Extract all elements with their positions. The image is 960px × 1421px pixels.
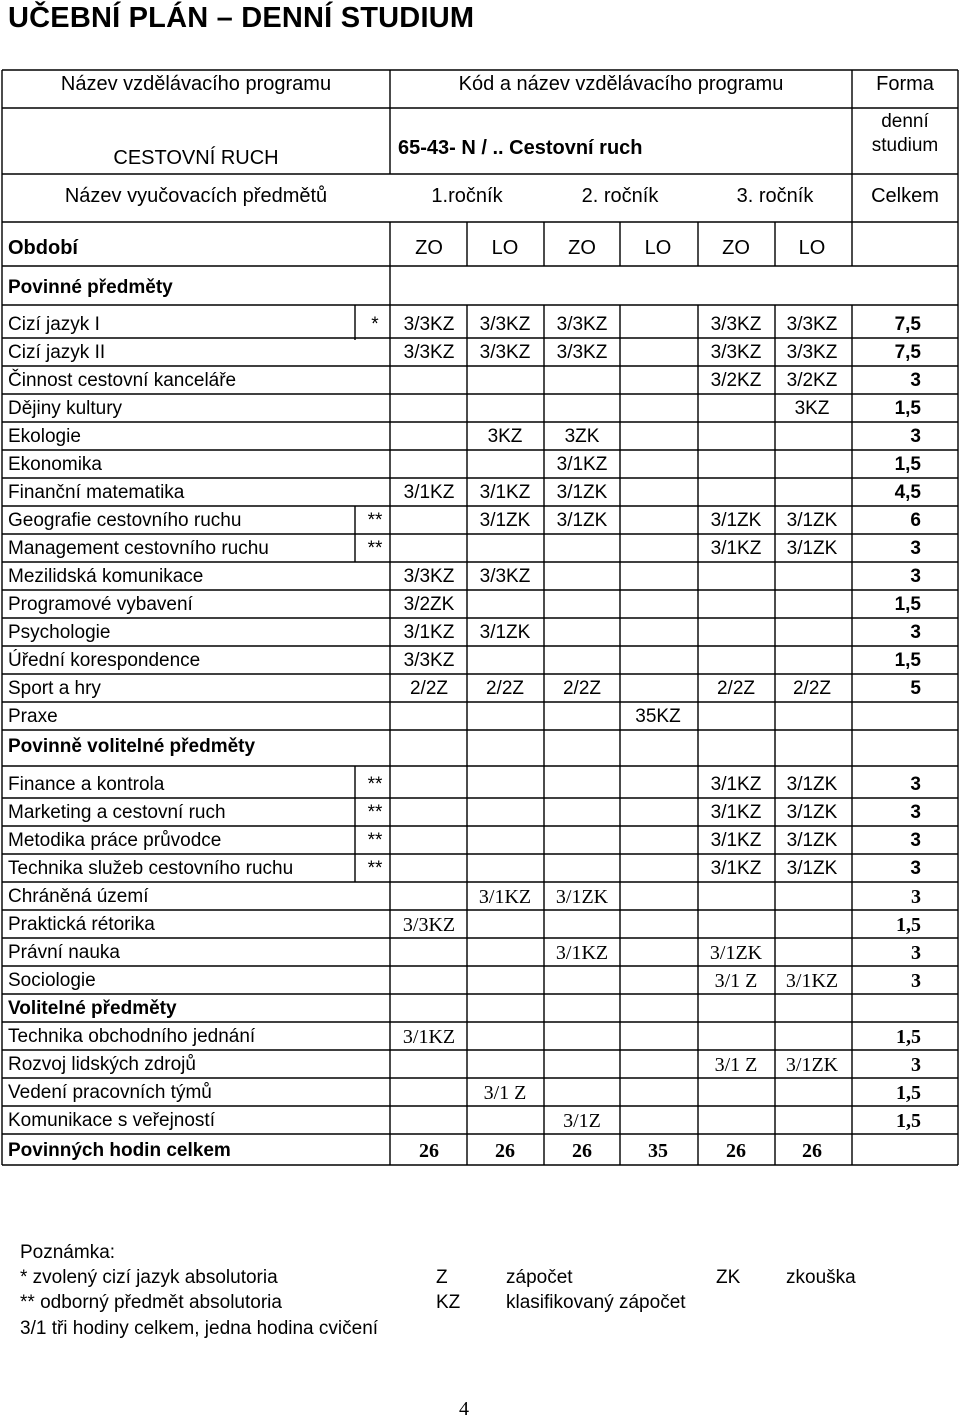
hours-cell: 3/3KZ [786,314,838,335]
subject-mark: ** [367,510,383,531]
total-cell: 3 [911,886,921,908]
total-cell: 3 [911,942,921,964]
hours-cell: 3/2ZK [403,594,455,615]
hours-cell: 3/1ZK [709,942,763,964]
hours-cell: 3/1KZ [403,482,455,503]
subject-name: Psychologie [8,622,111,643]
total-cell: 3 [910,370,921,391]
hours-cell: 3/1ZK [479,622,531,643]
subject-name: Vedení pracovních týmů [8,1082,212,1103]
subject-mark: ** [367,858,383,879]
hours-cell: 3/1KZ [479,482,531,503]
notes-heading: Poznámka: [20,1242,116,1263]
subject-mark: ** [367,538,383,559]
hours-cell: 3/1ZK [556,510,608,531]
hours-cell: 3/1KZ [710,830,762,851]
period-cell: ZO [722,237,750,259]
hours-cell: 3/1ZK [556,482,608,503]
hours-cell: 3/1KZ [710,538,762,559]
period-cell: LO [798,237,826,259]
total-cell: 3 [910,858,921,879]
subject-name: Finance a kontrola [8,774,165,795]
total-cell: 6 [910,510,921,531]
total-cell: 5 [910,678,921,699]
subject-mark: ** [367,802,383,823]
program-name-label: Název vzdělávacího programu [60,73,332,95]
program-name: CESTOVNÍ RUCH [113,147,279,169]
form-label: Forma [876,73,934,95]
hours-cell: 3/1KZ [555,942,609,964]
total-cell: 1,5 [894,594,921,615]
subject-name: Sociologie [8,970,96,991]
subjects-label: Název vyučovacích předmětů [64,185,328,207]
hours-cell: 3/3KZ [403,650,455,671]
hours-cell: 2/2Z [562,678,602,699]
period-cell: LO [491,237,519,259]
hours-cell: 3/3KZ [556,314,608,335]
subject-name: Cizí jazyk I [8,314,100,335]
subject-name: Rozvoj lidských zdrojů [8,1054,196,1075]
hours-cell: 3/1ZK [786,830,838,851]
subject-name: Mezilidská komunikace [8,566,204,587]
total-label: Celkem [871,185,939,207]
hours-cell: 3ZK [564,426,600,447]
subject-name: Praxe [8,706,58,727]
total-cell: 1,5 [896,1082,921,1104]
hours-cell: 3/1ZK [786,774,838,795]
subject-name: Chráněná území [8,886,149,907]
legend-code: KZ [436,1292,461,1313]
period-cell: ZO [568,237,596,259]
subject-name: Marketing a cestovní ruch [8,802,226,823]
total-cell: 3 [910,802,921,823]
section-heading: Volitelné předměty [8,998,177,1019]
total-cell: 3 [910,774,921,795]
hours-cell: 2/2Z [792,678,832,699]
section-heading: Povinně volitelné předměty [8,736,256,757]
note-line: * zvolený cizí jazyk absolutoria [20,1267,278,1288]
program-code-label: Kód a název vzdělávacího programu [458,73,784,95]
hours-cell: 3/1ZK [555,886,609,908]
total-cell: 3 [910,538,921,559]
total-cell: 4,5 [894,482,921,503]
hours-cell: 35 [648,1140,668,1162]
legend-text: zkouška [786,1267,856,1288]
total-cell: 3 [911,1054,921,1076]
subject-name: Komunikace s veřejností [8,1110,215,1131]
total-cell: 1,5 [896,1026,921,1048]
total-cell: 7,5 [894,342,921,363]
hours-cell: 3/1ZK [479,510,531,531]
hours-cell: 3/3KZ [403,342,455,363]
hours-cell: 3/1KZ [478,886,532,908]
hours-cell: 3/1ZK [785,1054,839,1076]
hours-cell: 3/1KZ [710,774,762,795]
subject-name: Management cestovního ruchu [8,538,269,559]
total-cell: 1,5 [894,650,921,671]
subject-name: Povinných hodin celkem [8,1140,231,1161]
hours-cell: 3/1 Z [714,970,758,992]
hours-cell: 3/1KZ [556,454,608,475]
hours-cell: 3/1KZ [402,1026,456,1048]
hours-cell: 3/1KZ [403,622,455,643]
hours-cell: 26 [419,1140,439,1162]
period-cell: ZO [415,237,443,259]
subject-name: Právní nauka [8,942,120,963]
legend-code: Z [436,1267,448,1288]
subject-name: Technika služeb cestovního ruchu [8,858,294,879]
form-value-line1: denní [881,111,929,132]
page-number: 4 [459,1398,469,1420]
subject-mark: ** [367,830,383,851]
subject-name: Metodika práce průvodce [8,830,222,851]
period-cell: LO [644,237,672,259]
legend-code: ZK [716,1267,741,1288]
subject-name: Geografie cestovního ruchu [8,510,242,531]
total-cell: 3 [910,622,921,643]
subject-name: Finanční matematika [8,482,185,503]
hours-cell: 3/1KZ [785,970,839,992]
hours-cell: 35KZ [635,706,681,727]
note-line: ** odborný předmět absolutoria [20,1292,282,1313]
subject-mark: * [371,314,379,335]
hours-cell: 3/1KZ [710,802,762,823]
hours-cell: 3/1 Z [714,1054,758,1076]
hours-cell: 3KZ [487,426,523,447]
hours-cell: 3/2KZ [710,370,762,391]
year1-label: 1.ročník [431,185,503,207]
hours-cell: 3/1ZK [710,510,762,531]
subject-name: Praktická rétorika [8,914,155,935]
hours-cell: 3/3KZ [479,566,531,587]
hours-cell: 3/3KZ [710,314,762,335]
year2-label: 2. ročník [581,185,659,207]
subject-name: Činnost cestovní kanceláře [8,370,237,391]
hours-cell: 3/1KZ [710,858,762,879]
hours-cell: 3/1ZK [786,858,838,879]
total-cell: 7,5 [894,314,921,335]
total-cell: 3 [910,830,921,851]
hours-cell: 26 [802,1140,822,1162]
total-cell: 1,5 [896,1110,921,1132]
hours-cell: 26 [726,1140,746,1162]
subject-name: Ekologie [8,426,81,447]
legend-text: zápočet [506,1267,573,1288]
legend-text: klasifikovaný zápočet [506,1292,686,1313]
subject-name: Dějiny kultury [8,398,123,419]
hours-cell: 3KZ [794,398,830,419]
period-label: Období [8,237,78,259]
hours-cell: 3/3KZ [402,914,456,936]
subject-name: Úřední korespondence [8,650,201,671]
subject-name: Ekonomika [8,454,102,475]
page-title: UČEBNÍ PLÁN – DENNÍ STUDIUM [8,2,475,34]
total-cell: 1,5 [894,398,921,419]
hours-cell: 3/1Z [563,1110,601,1132]
section-heading: Povinné předměty [8,277,173,298]
hours-cell: 3/1 Z [483,1082,527,1104]
hours-cell: 3/3KZ [786,342,838,363]
hours-cell: 2/2Z [409,678,449,699]
hours-cell: 26 [495,1140,515,1162]
subject-name: Technika obchodního jednání [8,1026,256,1047]
total-cell: 1,5 [894,454,921,475]
hours-cell: 26 [572,1140,592,1162]
hours-cell: 3/3KZ [556,342,608,363]
subject-name: Sport a hry [8,678,101,699]
hours-cell: 2/2Z [485,678,525,699]
total-cell: 3 [910,566,921,587]
total-cell: 1,5 [896,914,921,936]
hours-cell: 3/1ZK [786,802,838,823]
hours-cell: 3/1ZK [786,538,838,559]
hours-cell: 3/3KZ [403,314,455,335]
hours-cell: 2/2Z [716,678,756,699]
note-line: 3/1 tři hodiny celkem, jedna hodina cvičení [20,1318,379,1339]
form-value-line2: studium [871,135,939,156]
program-code: 65-43- N / .. Cestovní ruch [398,137,643,159]
hours-cell: 3/1ZK [786,510,838,531]
hours-cell: 3/3KZ [479,314,531,335]
total-cell: 3 [910,426,921,447]
hours-cell: 3/3KZ [403,566,455,587]
hours-cell: 3/2KZ [786,370,838,391]
subject-name: Programové vybavení [8,594,193,615]
year3-label: 3. ročník [736,185,814,207]
subject-mark: ** [367,774,383,795]
hours-cell: 3/3KZ [710,342,762,363]
total-cell: 3 [911,970,921,992]
subject-name: Cizí jazyk II [8,342,106,363]
hours-cell: 3/3KZ [479,342,531,363]
